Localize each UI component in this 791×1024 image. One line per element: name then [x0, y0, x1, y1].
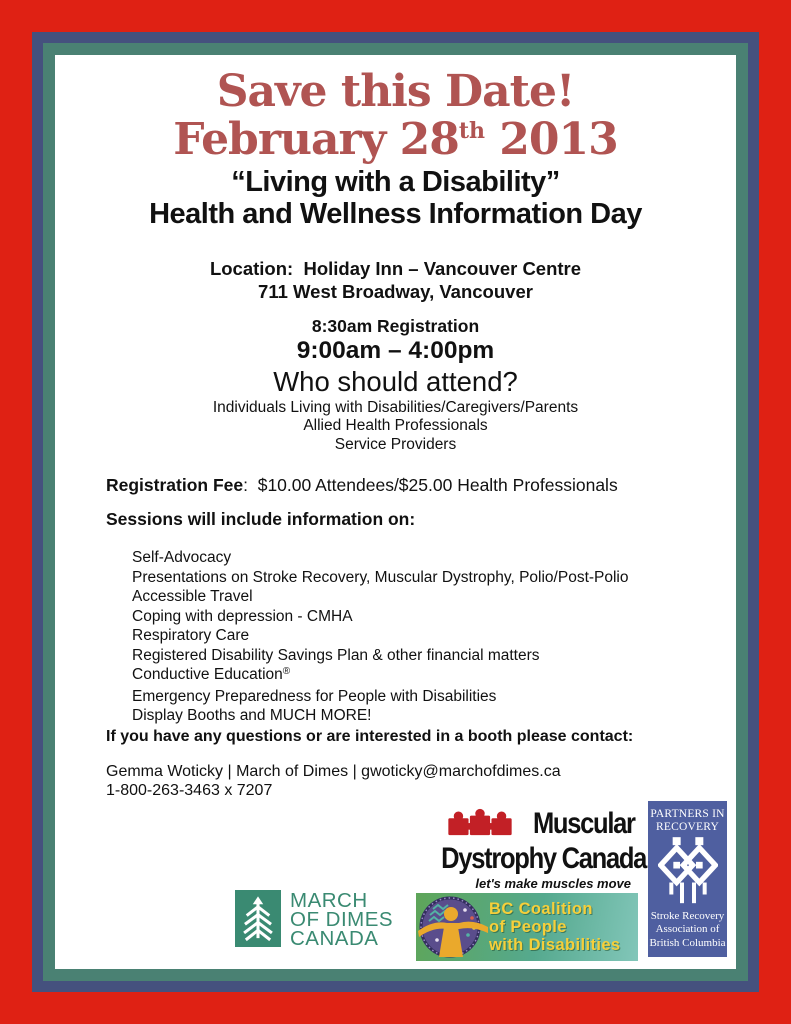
flyer-content: [55, 55, 736, 969]
partners-figures-icon: [648, 837, 727, 909]
bc-coalition-logo: [416, 893, 638, 961]
location-line-1: Location: Holiday Inn – Vancouver Centre: [209, 258, 582, 279]
march-of-dimes-logo: [235, 890, 393, 948]
event-date: [55, 114, 736, 170]
contact-phone: 1-800-263-3463 x 7207: [106, 782, 273, 799]
partners-title-line2: RECOVERY: [656, 821, 719, 833]
fern-icon: [238, 893, 278, 945]
partners-subtitle-line1: Stroke Recovery: [650, 909, 725, 922]
frame-teal: [43, 43, 748, 981]
date-year: 2013: [484, 114, 618, 165]
fee-value: : $10.00 Attendees/$25.00 Health Professionals: [243, 475, 618, 495]
mod-text-line3: CANADA: [290, 927, 379, 950]
attendee-item: Service Providers: [334, 435, 457, 453]
attendee-item: Individuals Living with Disabilities/Caregivers/Parents: [212, 399, 579, 416]
sessions-heading: Sessions will include information on:: [106, 509, 416, 529]
session-item: Coping with depression - CMHA: [132, 607, 353, 625]
partners-in-recovery-logo: [648, 801, 727, 957]
session-item: Self-Advocacy: [132, 549, 232, 566]
mod-logo-text: [290, 890, 393, 948]
bcc-text-line1: BC Coalition: [489, 900, 593, 918]
session-item: Registered Disability Savings Plan & other financial matters: [132, 646, 540, 664]
location-line-2: 711 West Broadway, Vancouver: [258, 281, 533, 302]
muscular-dystrophy-canada-logo: [405, 803, 647, 891]
attendee-item: Allied Health Professionals: [303, 417, 488, 435]
registration-fee: [106, 475, 618, 496]
frame-blue: [32, 32, 759, 992]
save-the-date-title: Save this Date!: [216, 66, 575, 117]
mdc-logo-row: [405, 803, 635, 843]
session-item: Respiratory Care: [132, 627, 250, 644]
session-item: Display Booths and MUCH MORE!: [132, 707, 372, 724]
contact-heading: If you have any questions or are interested in a booth please contact:: [106, 728, 634, 745]
fee-label: Registration Fee: [106, 475, 244, 495]
registered-trademark-symbol: ®: [282, 666, 291, 677]
sun-figure-emblem-icon: [417, 894, 489, 965]
event-subtitle: “Living with a Disability”: [231, 166, 560, 198]
mdc-word-muscular: Muscular: [533, 806, 635, 840]
session-item: Emergency Preparedness for People with Disabilities: [132, 687, 497, 705]
session-list: [132, 548, 629, 726]
bcc-text-line2: of People: [489, 918, 567, 936]
puzzle-pieces-icon: [447, 803, 513, 843]
mod-text-line2: OF DIMES: [290, 908, 394, 931]
session-item: [132, 665, 629, 687]
partners-title-line1: PARTNERS IN: [650, 808, 725, 820]
registration-time: 8:30am Registration: [311, 316, 480, 336]
date-text: February 28: [173, 114, 459, 165]
partners-subtitle: [648, 910, 727, 951]
mod-text-line1: MARCH: [290, 889, 368, 912]
bcc-logo-text: [489, 900, 621, 954]
session-item-text: Conductive Education: [132, 666, 283, 683]
bcc-text-line3: with Disabilities: [489, 936, 621, 954]
partners-subtitle-line2: Association of: [655, 923, 720, 935]
event-name: Health and Wellness Information Day: [149, 198, 642, 230]
event-hours: 9:00am – 4:00pm: [296, 337, 495, 364]
date-ordinal-suffix: th: [458, 118, 485, 144]
attend-heading: Who should attend?: [273, 366, 518, 397]
partners-title: [648, 808, 727, 834]
mod-logo-mark: [235, 890, 281, 947]
mdc-tagline: let's make muscles move: [475, 876, 631, 891]
session-item: Accessible Travel: [132, 588, 253, 605]
contact-info: Gemma Woticky | March of Dimes | gwoticky@marchofdimes.ca: [106, 763, 561, 780]
session-item: Presentations on Stroke Recovery, Muscular Dystrophy, Polio/Post-Polio: [132, 568, 629, 586]
mdc-word-dystrophy-canada: Dystrophy Canada: [441, 842, 647, 875]
attendee-list: [55, 399, 736, 454]
partners-subtitle-line3: British Columbia: [649, 936, 726, 949]
